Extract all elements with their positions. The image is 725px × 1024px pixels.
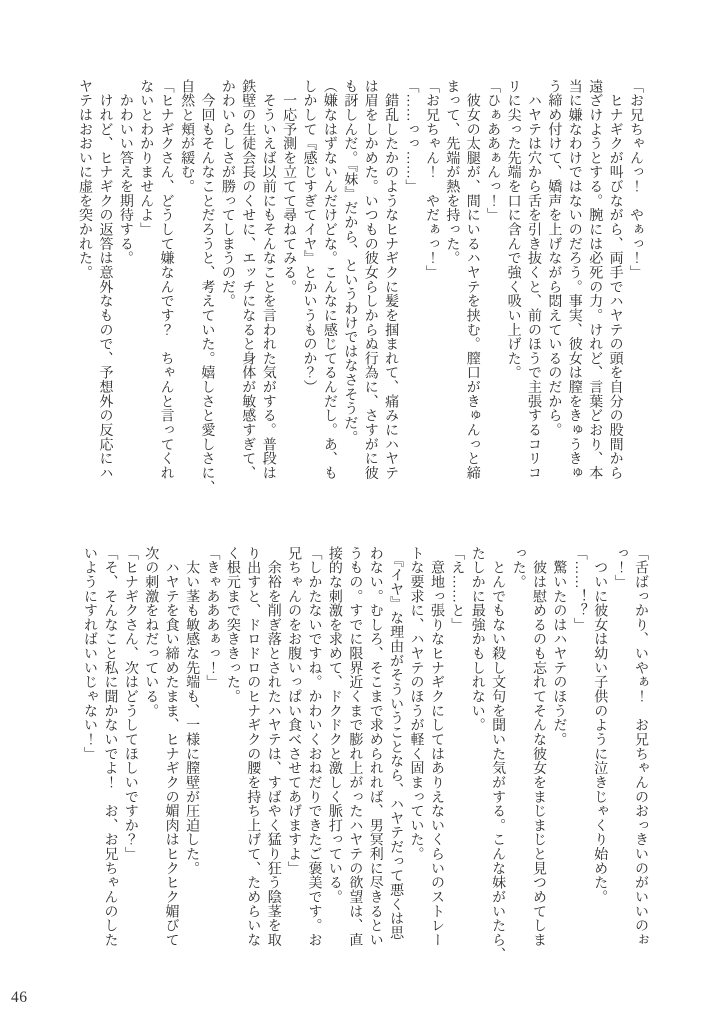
text-line: わない。むしろ、そこまで求められれば、男冥利に尽きるとい [367, 546, 383, 947]
text-line: かわいい答えを期待する。 [117, 79, 133, 266]
text-line: 彼は慰めるのも忘れてそんな彼女をまじまじと見つめてしま [530, 546, 546, 947]
text-block-top [71, 79, 645, 499]
text-line: 「ひぁああぁんっ！」 [485, 79, 501, 223]
text-line: 意地っ張りなヒナギクにしてはありえないくらいのストレー [428, 546, 444, 947]
text-line: 次の刺激をねだっている。 [143, 546, 159, 718]
text-line: ヒナギクが叫びながら、両手でハヤテの頭を自分の股間から [607, 79, 623, 480]
text-line: 彼女の太腿が、間にいるハヤテを挟む。膣口がきゅんっと締 [464, 79, 480, 480]
text-line: 「……！？」 [571, 546, 587, 632]
text-line: 一応予測を立てて尋ねてみる。 [281, 79, 297, 294]
text-line: 錯乱したかのようなヒナギクに髪を掴まれて、痛みにハヤテ [383, 79, 399, 480]
text-line: 自然と頬が緩む。 [179, 79, 195, 194]
text-line: そういえば以前にもそんなことを言われた気がする。普段は [260, 79, 276, 480]
text-line: 接的な刺激を求めて、ドクドクと激しく脈打っている。 [326, 546, 342, 904]
text-line: たしかに最強かもしれない。 [469, 546, 485, 733]
text-line: （嫌なはずないんだけどな。こんなに感じてるんだし。あ、も [321, 79, 337, 480]
text-line: しかして『感じすぎてイヤ』とかいうものか？） [301, 79, 317, 395]
text-line: うもの。すでに限界近くまで膨れ上がったハヤテの欲望は、直 [347, 546, 363, 947]
text-line: 「お兄ちゃん！ やだぁっ！」 [423, 79, 439, 280]
page-number: 46 [11, 989, 28, 1006]
text-line: った。 [510, 546, 526, 589]
text-line: 兄ちゃんのをお腹いっぱい食べさせてあげますよ」 [286, 546, 302, 876]
text-line: り出すと、ドロドロのヒナギクの腰を持ち上げて、ためらいな [245, 546, 261, 947]
text-line: ないとわかりませんよ」 [138, 79, 154, 237]
text-line: 当に嫌なわけではないのだろう。事実、彼女は膣をきゅうきゅ [566, 79, 582, 480]
text-line: く根元まで突ききった。 [224, 546, 240, 704]
text-line: う締め付けて、嬌声を上げながら悶えているのだから。 [546, 79, 562, 437]
text-line: 鉄壁の生徒会長のくせに、エッチになると身体が敏感すぎて、 [240, 79, 256, 480]
text-line: 遠ざけようとする。腕には必死の力。けれど、言葉どおり、本 [587, 79, 603, 480]
text-line: っ！」 [612, 546, 628, 589]
text-line: 太い茎も敏感な先端も、一様に膣壁が圧迫した。 [184, 546, 200, 876]
text-line: 余裕を削ぎ落とされたハヤテは、すばやく猛り狂う陰茎を取 [265, 546, 281, 947]
text-line: リに尖った先端を口に含んで強く吸い上げた。 [505, 79, 521, 380]
text-line: も訝しんだ。『妹』だから、というわけではなさそうだ。 [342, 79, 358, 445]
text-line: ヤテはおおいに虚を突かれた。 [77, 79, 93, 280]
text-line: 「お兄ちゃんっ！ やぁっ！」 [628, 79, 643, 280]
text-line: まって、先端が熱を持った。 [444, 79, 460, 266]
text-block-bottom [74, 546, 650, 966]
text-line: トな要求に、ハヤテのほうが軽く固まっていた。 [408, 546, 424, 862]
text-line: は眉をしかめた。いつもの彼女らしからぬ行為に、さすがに彼 [362, 79, 378, 480]
text-line: 「きゃあああぁっ！」 [204, 546, 220, 690]
text-line: かわいらしさが勝ってしまうのだ。 [219, 79, 235, 309]
text-line: とんでもない殺し文句を聞いた気がする。こんな妹がいたら、 [490, 546, 506, 962]
text-line: 「そ、そんなこと私に聞かないでよ！ お、お兄ちゃんのした [102, 546, 118, 947]
text-line: 「え……と」 [449, 546, 465, 632]
text-line: 「しかたないですね。かわいくおねだりできたご褒美です。お [306, 546, 322, 947]
text-line: けれど、ヒナギクの返答は意外なもので、予想外の反応にハ [97, 79, 113, 480]
text-line: 驚いたのはハヤテのほうだ。 [551, 546, 567, 747]
text-line: ついに彼女は幼い子供のように泣きじゃくり始めた。 [592, 546, 608, 904]
text-line: 今回もそんなことだろうと、考えていた。嬉しさと愛しさに、 [199, 79, 215, 495]
text-line: ハヤテを食い締めたまま、ヒナギクの媚肉はヒクヒク媚びて [163, 546, 179, 947]
text-line: 「ヒナギクさん、次はどうしてほしいですか？」 [122, 546, 138, 862]
text-line: 「ヒナギクさん、どうして嫌なんです？ ちゃんと言ってくれ [158, 79, 174, 480]
text-line: 「舌ばっかり、いやぁ！ お兄ちゃんのおっきいのがいいのぉ [633, 546, 648, 947]
text-line: ハヤテは穴から舌を引き抜くと、前のほうで主張するコリコ [525, 79, 541, 480]
text-line: 『イヤ』な理由がそういうことなら、ハヤテだって悪くは思 [388, 546, 404, 940]
text-line: いようにすればいいじゃない！」 [82, 546, 98, 761]
text-line: 「……っっ……」 [403, 79, 419, 194]
